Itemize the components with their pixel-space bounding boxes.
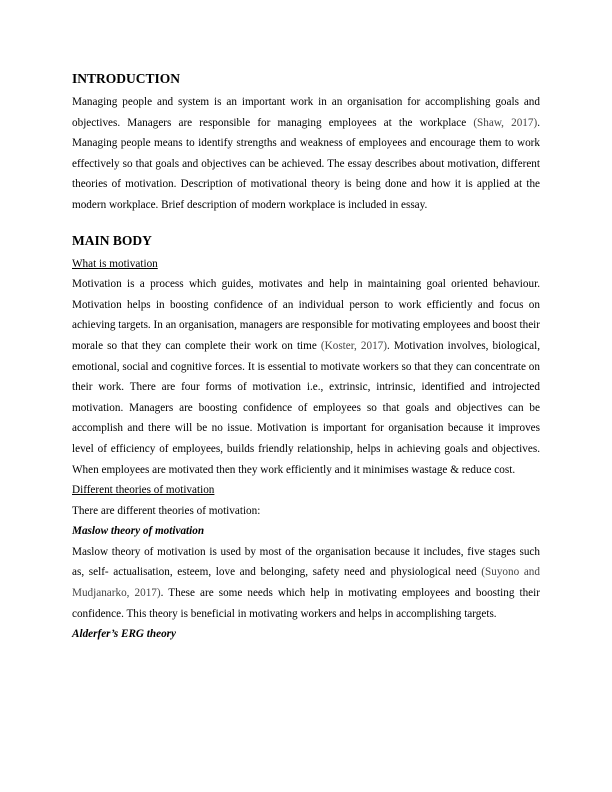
section-gap [72, 216, 540, 232]
introduction-heading: INTRODUCTION [72, 71, 181, 86]
maslow-paragraph [72, 542, 540, 624]
motivation-text-part1: Motivation is a process which guides, motivates and help in maintaining goal oriented behaviour. Motivation helps in boosting confidence of an individual person to work efficiently and focus on achieving targets. In an organisation, managers are responsible for motivating employees and boost their morale so that they can complete their work on time [72, 278, 540, 352]
citation-shaw: (Shaw, 2017) [473, 116, 538, 129]
introduction-paragraph [72, 92, 540, 216]
maslow-theory-title: Maslow theory of motivation [72, 525, 205, 538]
citation-suyono: (Suyono and Mudjanarko, 2017) [72, 566, 540, 600]
theories-intro-text: There are different theories of motivation: [72, 504, 261, 517]
motivation-paragraph [72, 274, 540, 480]
erg-theory-title: Alderfer’s ERG theory [72, 628, 176, 641]
intro-text-part2: . Managing people means to identify strengths and weakness of employees and encourage them to work effectively so that goals and objectives can be achieved. The essay describes about motivation, different theories of motivation. Description of motivational theory is being done and how it is applied at the modern workplace. Brief description of modern workplace is included in essay. [72, 116, 540, 211]
motivation-text-part2: . Motivation involves, biological, emotional, social and cognitive forces. It is essential to motivate workers so that they can concentrate on their work. There are four forms of motivation i.e., extrinsic, intrinsic, identified and introjected motivation. Managers are boosting confidence of employees so that goals and objectives can be accomplish and there will be no issue. Motivation is important for organisation because it improves level of efficiency of employees, builds friendly relationship, helps in achieving goals and objectives. When employees are motivated then they work efficiently and it minimises wastage & reduce cost. [72, 339, 540, 476]
maslow-text-part2: . These are some needs which help in motivating employees and boosting their confidence. This theory is beneficial in motivating workers and helps in accomplishing targets. [72, 587, 540, 620]
what-is-motivation-subheading: What is motivation [72, 257, 158, 270]
different-theories-subheading: Different theories of motivation [72, 484, 215, 497]
intro-text-part1: Managing people and system is an important work in an organisation for accomplishing goals and objectives. Managers are responsible for managing employees at the workplace [72, 96, 540, 129]
document-page [72, 70, 540, 645]
maslow-text-part1: Maslow theory of motivation is used by most of the organisation because it includes, five stages such as, self- actualisation, esteem, love and belonging, safety need and physiological need [72, 545, 540, 579]
citation-koster: (Koster, 2017) [320, 339, 387, 352]
main-body-heading: MAIN BODY [72, 232, 152, 248]
